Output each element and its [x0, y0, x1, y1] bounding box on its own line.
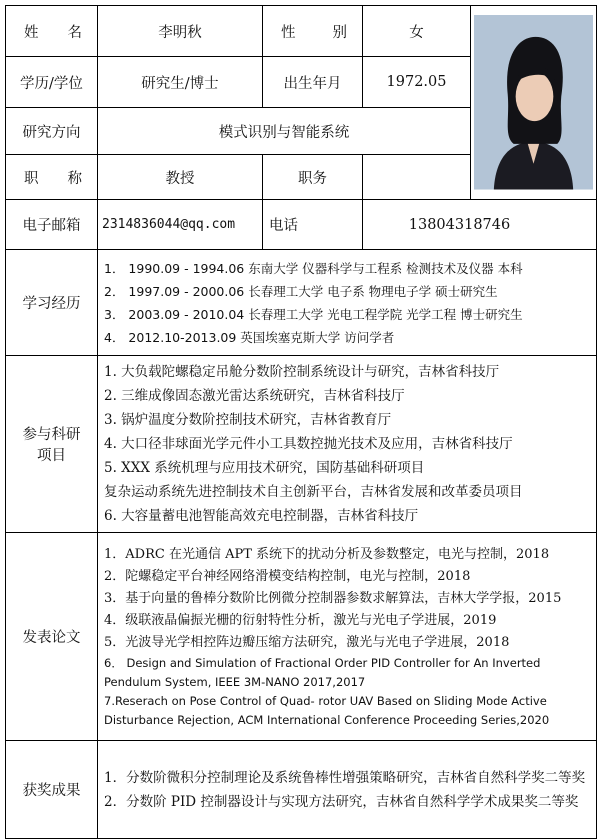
papers-list: [98, 533, 597, 741]
birth-label: 出生年月: [263, 57, 363, 108]
phone-value: 13804318746: [363, 200, 597, 250]
education-label: 学习经历: [6, 250, 98, 356]
awards-list: [98, 741, 597, 839]
research-label: 研究方向: [6, 108, 98, 155]
projects-list: [98, 356, 597, 533]
list-item: 2. 三维成像固态激光雷达系统研究，吉林省科技厅: [104, 388, 405, 404]
birth-value: 1972.05: [363, 57, 471, 108]
name-label: 姓 名: [6, 6, 98, 57]
portrait-photo: [474, 15, 593, 190]
list-item: 1．分数阶微积分控制理论及系统鲁棒性增强策略研究，吉林省自然科学奖二等奖: [104, 769, 586, 786]
list-item: 3． 2003.09 - 2010.04 长春理工大学 光电工程学院 光学工程 博士研究生: [104, 306, 523, 322]
title-label: 职 称: [6, 155, 98, 200]
projects-label: 参与科研 项目: [6, 356, 98, 533]
photo-cell: [471, 6, 597, 200]
email-value: 2314836044@qq.com: [98, 200, 263, 250]
list-item: 1. 大负载陀螺稳定吊舱分数阶控制系统设计与研究，吉林省科技厅: [104, 364, 500, 380]
list-item: 3．基于向量的鲁棒分数阶比例微分控制器参数求解算法，吉林大学学报，2015: [104, 590, 562, 606]
title-value: 教授: [98, 155, 263, 200]
degree-label: 学历/学位: [6, 57, 98, 108]
list-item: 2．陀螺稳定平台神经网络滑模变结构控制，电光与控制，2018: [104, 568, 471, 584]
list-item: 2． 1997.09 - 2000.06 长春理工大学 电子系 物理电子学 硕士研究生: [104, 283, 498, 299]
list-item: 6． Design and Simulation of Fractional Order PID Controller for An Inverted Pendulum System, IEEE 3M-NANO 2017,2017: [104, 655, 541, 689]
list-item: 7.Reserach on Pose Control of Quad- rotor UAV Based on Sliding Mode Active Disturbance Rejection, ACM International Conference Proceeding Series,2020: [104, 693, 550, 727]
list-item: 1．ADRC 在光通信 APT 系统下的扰动分析及参数整定，电光与控制，2018: [104, 546, 550, 562]
list-item: 1． 1990.09 - 1994.06 东南大学 仪器科学与工程系 检测技术及仪器 本科: [104, 260, 523, 276]
papers-label: 发表论文: [6, 533, 98, 741]
list-item: 3. 锅炉温度分数阶控制技术研究，吉林省教育厅: [104, 412, 392, 428]
awards-label: 获奖成果: [6, 741, 98, 839]
email-label: 电子邮箱: [6, 200, 98, 250]
list-item: 4．级联液晶偏振光栅的衍射特性分析，激光与光电子学进展，2019: [104, 612, 497, 628]
education-list: [98, 250, 597, 356]
list-item: 2．分数阶 PID 控制器设计与实现方法研究，吉林省自然科学学术成果奖二等奖: [104, 793, 579, 810]
research-value: 模式识别与智能系统: [98, 108, 471, 155]
list-item: 4． 2012.10-2013.09 英国埃塞克斯大学 访问学者: [104, 329, 395, 345]
phone-label: 电话: [263, 200, 363, 250]
position-label: 职务: [263, 155, 363, 200]
list-item: 6. 大容量蓄电池智能高效充电控制器，吉林省科技厅: [104, 508, 419, 524]
list-item: 5．光波导光学相控阵边瓣压缩方法研究，激光与光电子学进展，2018: [104, 634, 510, 650]
gender-label: 性 别: [263, 6, 363, 57]
list-item: 复杂运动系统先进控制技术自主创新平台，吉林省发展和改革委员项目: [104, 484, 523, 500]
list-item: 4. 大口径非球面光学元件小工具数控抛光技术及应用，吉林省科技厅: [104, 436, 513, 452]
name-value: 李明秋: [98, 6, 263, 57]
position-value: [363, 155, 471, 200]
resume-table: [5, 5, 597, 839]
list-item: 5. XXX 系统机理与应用技术研究，国防基础科研项目: [104, 460, 425, 476]
degree-value: 研究生/博士: [98, 57, 263, 108]
gender-value: 女: [363, 6, 471, 57]
